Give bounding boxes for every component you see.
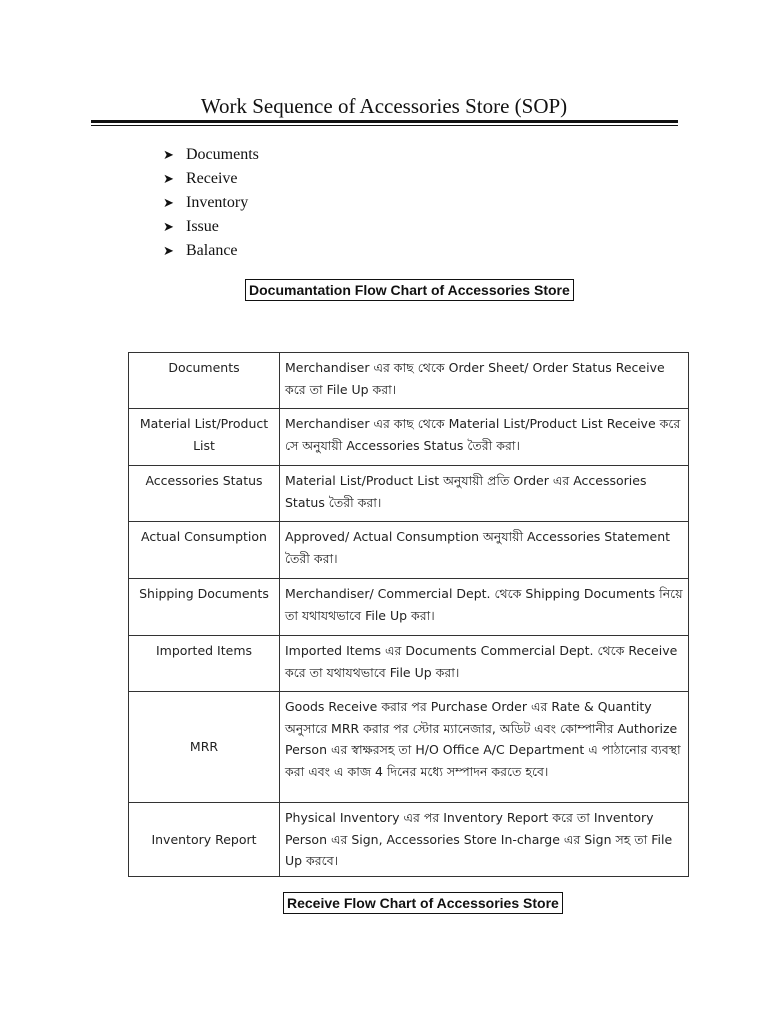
arrowhead-right-icon: ➤ (163, 171, 174, 186)
arrowhead-right-icon: ➤ (163, 147, 174, 162)
receive-flow-heading: Receive Flow Chart of Accessories Store (283, 892, 563, 914)
table-cell-key: Material List/Product List (129, 409, 280, 466)
documentation-table (128, 352, 689, 877)
arrowhead-right-icon: ➤ (163, 219, 174, 234)
table-row (129, 636, 689, 692)
table-cell-value: Merchandiser/ Commercial Dept. থেকে Shipping Documents নিয়ে তা যথাযথভাবে File Up করা। (280, 579, 689, 636)
arrowhead-right-icon: ➤ (163, 195, 174, 210)
table-row (129, 692, 689, 803)
table-row (129, 409, 689, 466)
table-cell-value: Goods Receive করার পর Purchase Order এর Rate & Quantity অনুসারে MRR করার পর স্টোর ম্যানেজার, অডিট এবং কোম্পানীর Authorize Person এর স্বাক্ষরসহ তা H/O Office A/C Department এ পাঠানোর ব্যবস্থা করা এবং এ কাজ 4 দিনের মধ্যে সম্পাদন করতে হবে। (280, 692, 689, 803)
table-row (129, 522, 689, 579)
arrowhead-right-icon: ➤ (163, 243, 174, 258)
documentation-flow-heading: Documantation Flow Chart of Accessories Store (245, 279, 574, 301)
table-cell-value: Merchandiser এর কাছ থেকে Material List/Product List Receive করে সে অনুযায়ী Accessories Status তৈরী করা। (280, 409, 689, 466)
list-item (163, 143, 259, 167)
table-cell-key: Actual Consumption (129, 522, 280, 579)
list-item-label: Issue (186, 218, 219, 235)
table-row (129, 579, 689, 636)
table-row (129, 353, 689, 409)
page-title: Work Sequence of Accessories Store (SOP) (200, 94, 568, 118)
list-item-label: Receive (186, 170, 238, 187)
table-cell-key: Documents (129, 353, 280, 409)
table-cell-value: Merchandiser এর কাছ থেকে Order Sheet/ Order Status Receive করে তা File Up করা। (280, 353, 689, 409)
table-cell-key: Accessories Status (129, 466, 280, 522)
title-double-rule (91, 120, 678, 126)
table-cell-value: Approved/ Actual Consumption অনুযায়ী Accessories Statement তৈরী করা। (280, 522, 689, 579)
table-row (129, 466, 689, 522)
table-cell-key: MRR (129, 692, 280, 803)
list-item (163, 215, 259, 239)
table-cell-key: Shipping Documents (129, 579, 280, 636)
list-item-label: Documents (186, 146, 259, 163)
list-item (163, 239, 259, 263)
list-item-label: Inventory (186, 194, 249, 211)
table-row (129, 803, 689, 877)
table-cell-key: Imported Items (129, 636, 280, 692)
table-cell-value: Material List/Product List অনুযায়ী প্রতি Order এর Accessories Status তৈরী করা। (280, 466, 689, 522)
table-cell-key: Inventory Report (129, 803, 280, 877)
table-cell-value: Physical Inventory এর পর Inventory Report করে তা Inventory Person এর Sign, Accessories Store In-charge এর Sign সহ তা File Up করবে। (280, 803, 689, 877)
list-item-label: Balance (186, 242, 238, 259)
sop-step-list (163, 143, 259, 263)
list-item (163, 191, 259, 215)
table-cell-value: Imported Items এর Documents Commercial Dept. থেকে Receive করে তা যথাযথভাবে File Up করা। (280, 636, 689, 692)
list-item (163, 167, 259, 191)
